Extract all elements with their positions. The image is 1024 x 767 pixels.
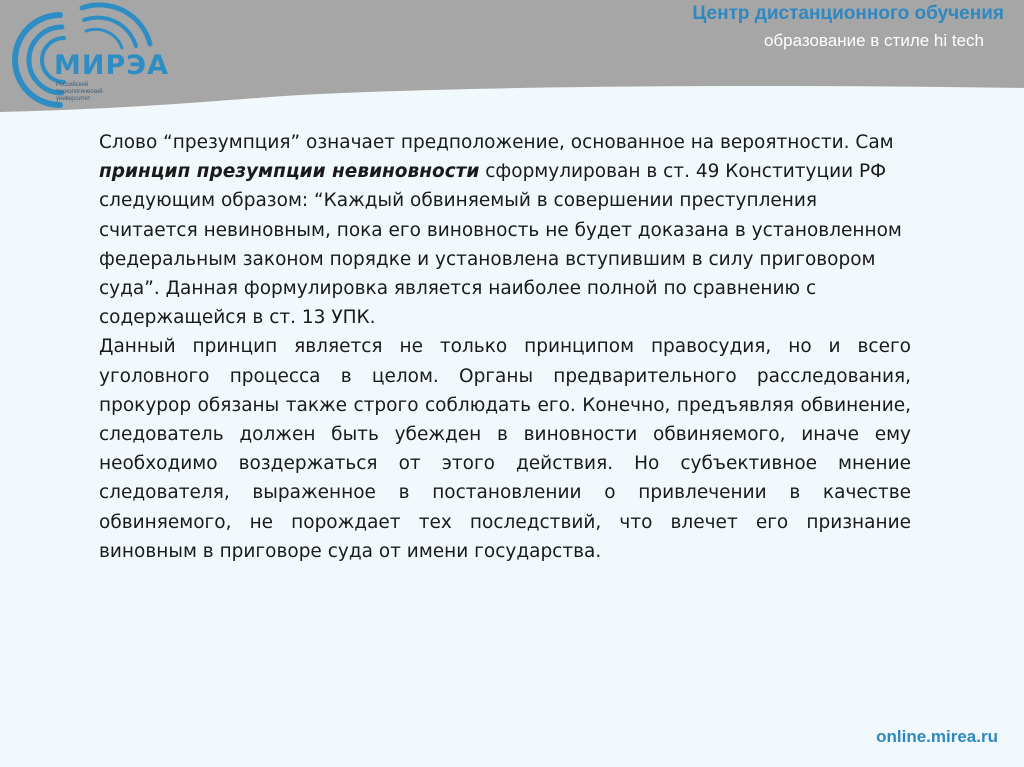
paragraph-1-end: сформулирован в ст. 49 Конституции РФ следующим образом: “Каждый обвиняемый в совершении преступления считается невиновным, пока его виновность не будет доказана в установленном федеральным законом порядке и установлена вступившим в силу приговором суда”. Данная формулировка является наиболее полной по сравнению с содержащейся в ст. 13 УПК. — [99, 161, 902, 329]
footer-url[interactable]: online.mirea.ru — [876, 727, 998, 746]
paragraph-2: Данный принцип является не только принципом правосудия, но и всего уголовного процесса в целом. Органы предварительного расследования, прокурор обязаны также строго соблюдать его. Конечно, предъявляя обвинение, следователь должен быть убежден в виновности обвиняемого, иначе ему необходимо воздержаться от этого действия. Но субъективное мнение следователя, выраженное в постановлении о привлечении в качестве обвиняемого, не порождает тех последствий, что влечет его признание виновным в приговоре суда от имени государства. — [99, 336, 911, 562]
emphasis-principle: принцип презумпции невиновности — [99, 161, 480, 183]
mirea-logo — [0, 0, 200, 115]
logo-name: МИРЭА — [54, 50, 169, 81]
brand-subtitle: образование в стиле hi tech — [763, 31, 984, 50]
paragraph-1-start: Слово “презумпция” означает предположение, основанное на вероятности. Сам — [99, 132, 894, 153]
paragraph-1 — [99, 128, 911, 332]
logo-subtitle: Российский технологический университет — [56, 82, 103, 102]
brand-title: Центр дистанционного обучения — [692, 3, 1004, 24]
main-text — [99, 128, 911, 566]
